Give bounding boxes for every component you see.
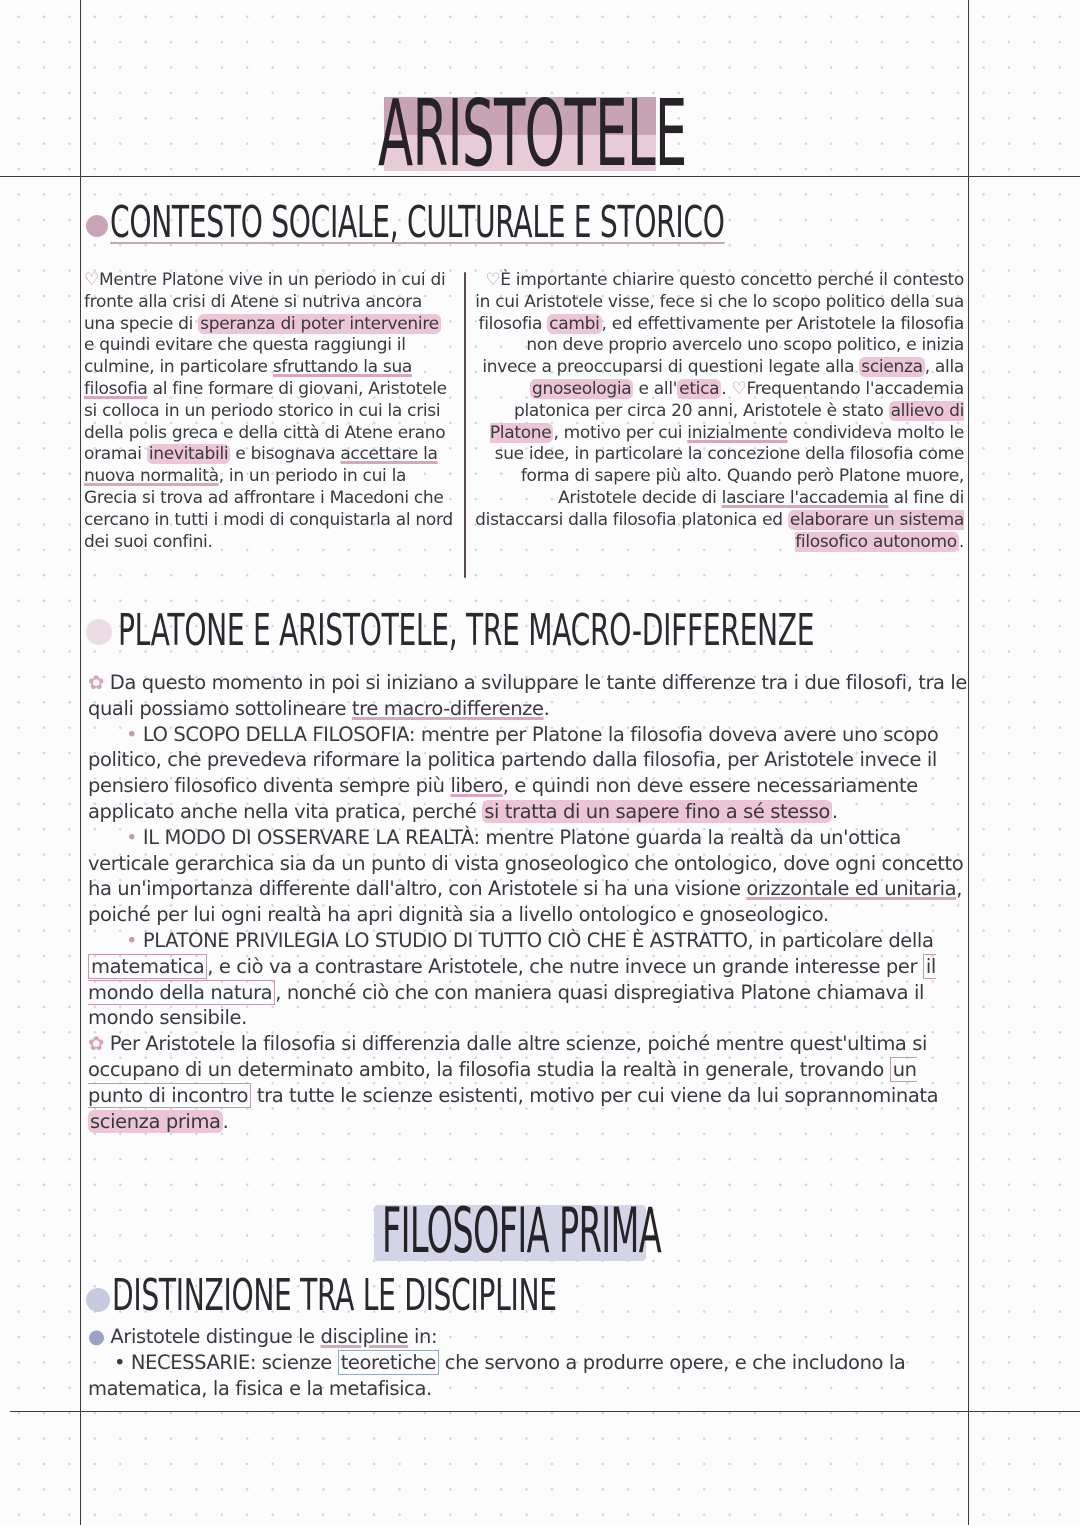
- text-run: e quindi evitare che questa raggiungi il culmine, in particolare: [84, 335, 406, 378]
- text-run: , poiché per lui ogni realtà ha apri dignità sia a livello ontologico e gnoseologico.: [88, 877, 963, 927]
- paragraph: [88, 1324, 968, 1350]
- column-divider: [464, 272, 466, 578]
- underlined-text: orizzontale ed unitaria: [746, 877, 957, 901]
- text-run: in:: [408, 1325, 438, 1348]
- text-run: e bisognava: [230, 444, 341, 465]
- text-run: Aristotele distingue le: [110, 1325, 321, 1348]
- left-margin-rule: [80, 0, 81, 1525]
- text-run: e all': [633, 378, 678, 399]
- underlined-text: sfruttando la sua filosofia: [84, 357, 413, 399]
- underlined-text: libero: [450, 774, 503, 798]
- text-run: LO SCOPO DELLA FILOSOFIA: mentre per Platone la filosofia doveva avere uno scopo politico, che prevedeva riformare la politica partendo dalla filosofia, per Aristotele invece il pensiero filosofico diventa sempre più: [88, 722, 939, 798]
- text-run: , in un periodo in cui la Grecia si trova ad affrontare i Macedoni che cercano in tutti i modi di conquistarla al nord dei suoi confini.: [84, 466, 453, 552]
- text-run: , e ciò va a contrastare Aristotele, che nutre invece un grande interesse per: [207, 954, 923, 978]
- text-run: tra tutte le scienze esistenti, motivo per cui viene da lui soprannominata: [251, 1083, 939, 1107]
- section3-title: FILOSOFIA PRIMA: [382, 1194, 662, 1267]
- section-dot-icon: [86, 215, 108, 237]
- highlighted-text: etica: [679, 378, 720, 399]
- section1-left-column: [84, 270, 456, 553]
- text-run: È importante chiarire questo concetto perché il contesto in cui Aristotele visse, fece si che lo scopo politico della sua filosofia: [475, 270, 964, 334]
- text-run: condivideva molto le sue idee, in particolare la concezione della filosofia come forma di sapere più alto. Quando però Platone muore, Aristotele decide di: [494, 422, 964, 508]
- boxed-text: un punto di incontro: [88, 1057, 917, 1107]
- bullet-icon: •: [126, 928, 143, 952]
- underlined-text: lasciare l'accademia: [721, 487, 889, 508]
- text-run: .: [831, 799, 838, 823]
- section1-right-column: [474, 270, 964, 553]
- heart-icon: ♡: [485, 270, 501, 290]
- text-run: Per Aristotele la filosofia si differenzia dalle altre scienze, poiché mentre quest'ultima si occupano di un determinato ambito, la filosofia studia la realtà in generale, trovando: [88, 1032, 928, 1081]
- section2-heading: PLATONE E ARISTOTELE, TRE MACRO-DIFFERENZE: [118, 605, 815, 656]
- highlighted-text: cambi: [549, 313, 600, 334]
- bullet-icon: •: [126, 722, 143, 746]
- flower-icon: ✿: [88, 1032, 110, 1056]
- highlighted-text: si tratta di un sapere fino a sé stesso: [484, 799, 830, 823]
- highlighted-text: elaborare un sistema filosofico autonomo: [789, 509, 964, 552]
- underlined-text: inizialmente: [687, 422, 788, 443]
- section3-heading: DISTINZIONE TRA LE DISCIPLINE: [112, 1270, 557, 1321]
- highlighted-text: speranza di poter intervenire: [200, 313, 439, 334]
- text-run: Frequentando l'accademia platonica per circa 20 anni, Aristotele è stato: [514, 378, 964, 421]
- underlined-text: tre macro-differenze: [351, 696, 544, 720]
- paragraph: [88, 670, 968, 722]
- underlined-text: discipline: [320, 1325, 409, 1348]
- heart-icon: ♡: [731, 378, 747, 399]
- boxed-text: teoretiche: [338, 1350, 439, 1375]
- text-run: .: [222, 1109, 229, 1133]
- boxed-text: matematica: [88, 954, 207, 979]
- paragraph: [88, 722, 968, 825]
- text-run: che servono a produrre opere, e che includono la matematica, la fisica e la metafisica.: [88, 1350, 906, 1400]
- section-dot-icon: [86, 619, 112, 645]
- right-margin-rule: [968, 0, 969, 1525]
- text-run: , ed effettivamente per Aristotele la filosofia non deve proprio avercelo uno scopo politico, e inizia invece a preoccuparsi di questioni legate alla: [482, 313, 964, 378]
- flower-icon: ✿: [88, 671, 110, 694]
- bullet-icon: ●: [88, 1325, 111, 1348]
- highlighted-text: allievo di Platone: [489, 400, 964, 443]
- text-run: , nonché ciò che con maniera quasi dispregiativa Platone chiamava il mondo sensibile.: [88, 980, 925, 1030]
- bullet-icon: •: [126, 825, 143, 849]
- section-dot-icon: [86, 1288, 110, 1312]
- paragraph: [88, 928, 968, 1031]
- text-run: .: [721, 378, 732, 399]
- paragraph: [88, 1031, 968, 1134]
- text-run: .: [958, 531, 964, 552]
- text-run: • NECESSARIE: scienze: [114, 1350, 338, 1374]
- text-run: , motivo per cui: [553, 422, 688, 443]
- text-run: , alla: [924, 357, 964, 378]
- text-run: al fine formare di giovani, Aristotele si colloca in un periodo storico in cui la crisi della polis greca e della città di Atene erano oramai: [84, 378, 447, 465]
- highlighted-text: scienza: [861, 357, 923, 378]
- text-run: PLATONE PRIVILEGIA LO STUDIO DI TUTTO CIÒ CHE È ASTRATTO, in particolare della: [142, 928, 934, 952]
- page-title: ARISTOTELE: [378, 80, 687, 187]
- text-run: Mentre Platone vive in un periodo in cui di fronte alla crisi di Atene si nutriva ancora una specie di: [84, 270, 446, 334]
- paragraph: [88, 1350, 968, 1402]
- highlighted-text: gnoseologia: [531, 378, 632, 399]
- highlighted-text: inevitabili: [148, 444, 229, 465]
- heart-icon: ♡: [84, 270, 99, 290]
- text-run: Da questo momento in poi si iniziano a sviluppare le tante differenze tra i due filosofi, tra le quali possiamo sottolineare: [88, 671, 968, 720]
- section1-heading: CONTESTO SOCIALE, CULTURALE E STORICO: [110, 197, 725, 248]
- boxed-text: il mondo della natura: [88, 954, 936, 1004]
- text-run: , e quindi non deve essere necessariamente applicato anche nella vita pratica, perché: [88, 774, 918, 823]
- underlined-text: accettare la nuova normalità: [84, 444, 438, 487]
- text-run: .: [543, 696, 550, 720]
- text-run: al fine di distaccarsi dalla filosofia platonica ed: [475, 487, 964, 530]
- highlighted-text: scienza prima: [90, 1109, 221, 1133]
- bottom-rule: [10, 1411, 1080, 1412]
- section3-body: [88, 1324, 968, 1401]
- section2-body: [88, 670, 968, 1134]
- paragraph: [88, 825, 968, 928]
- text-run: IL MODO DI OSSERVARE LA REALTÀ: mentre Platone guarda la realtà da un'ottica verticale gerarchica sia da un punto di vista gnoseologico che ontologico, dove ogni concetto ha un'importanza differente dall'altro, con Aristotele si ha una visione: [88, 825, 964, 901]
